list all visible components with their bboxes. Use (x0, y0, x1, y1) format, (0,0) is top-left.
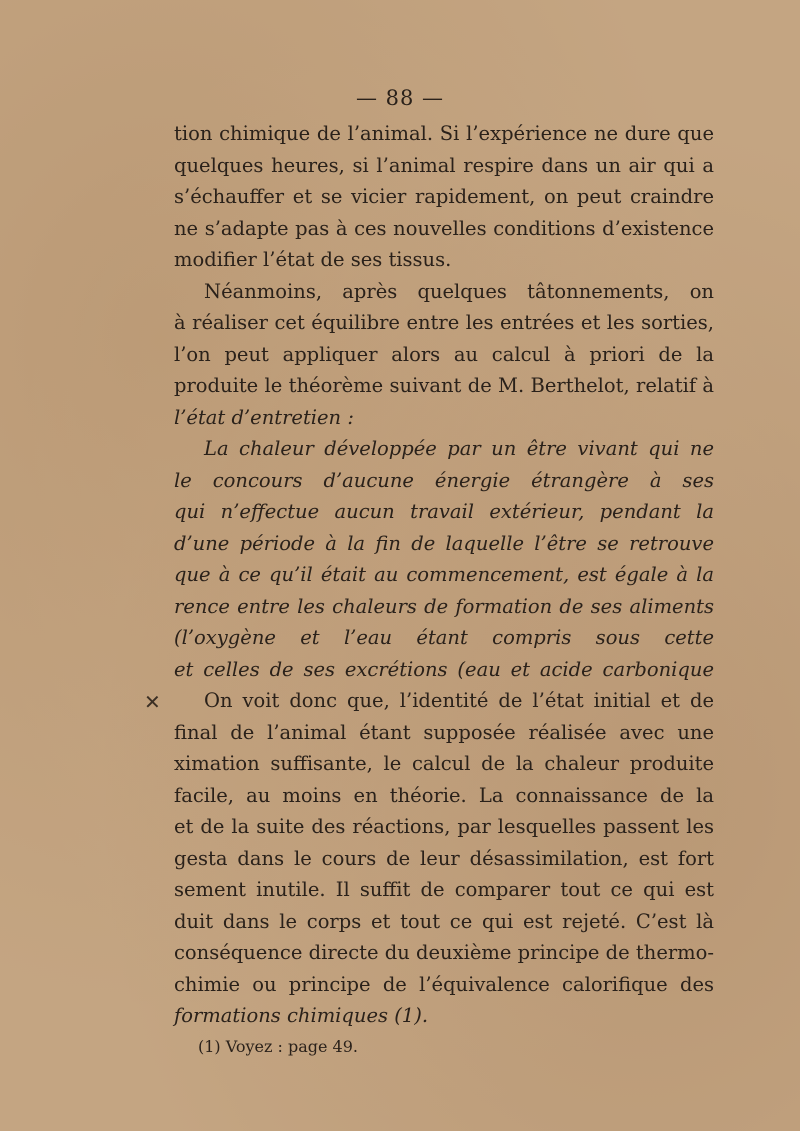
text-line: et celles de ses excrétions (eau et acide carbonique (174, 657, 714, 681)
text-line: formations chimiques (1). (174, 1004, 429, 1027)
text-line: modifier l’état de ses tissus. (174, 248, 452, 271)
text-line: l’état d’entretien : (174, 405, 354, 429)
text-line: chimie ou principe de l’équivalence calorifique des (174, 972, 714, 996)
text-line: La chaleur développée par un être vivant qui ne (204, 437, 714, 460)
text-line: Néanmoins, après quelques tâtonnements, on (204, 279, 714, 303)
text-line: et de la suite des réactions, par lesquelles passent les (174, 815, 714, 838)
margin-mark: ✕ (144, 690, 161, 714)
body-text (174, 118, 714, 1060)
text-line: que à ce qu’il était au commencement, est égale à la (174, 563, 714, 586)
footnote: (1) Voyez : page 49. (198, 1036, 358, 1056)
text-lines (174, 118, 714, 1032)
text-line: duit dans le corps et tout ce qui est rejeté. C’est là (174, 909, 714, 933)
text-line: tion chimique de l’animal. Si l’expérience ne dure que (174, 122, 714, 145)
text-line: (l’oxygène et l’eau étant compris sous cette (174, 626, 714, 649)
text-line: qui n’effectue aucun travail extérieur, pendant la (174, 500, 714, 523)
text-line: gesta dans le cours de leur désassimilation, est fort (174, 846, 714, 870)
text-line: à réaliser cet équilibre entre les entrées et les sorties, (174, 311, 714, 334)
text-line: ne s’adapte pas à ces nouvelles conditions d’existence (174, 216, 714, 240)
text-line: sement inutile. Il suffit de comparer tout ce qui est (174, 878, 714, 901)
text-line: facile, au moins en théorie. La connaissance de la (174, 783, 714, 807)
text-line: produite le théorème suivant de M. Berthelot, relatif à (174, 374, 714, 397)
text-line: rence entre les chaleurs de formation de ses aliments (174, 594, 714, 618)
text-line: On voit donc que, l’identité de l’état initial et de (204, 689, 714, 712)
text-line: d’une période à la fin de laquelle l’être se retrouve (174, 531, 714, 555)
text-line: s’échauffer et se vicier rapidement, on peut craindre (174, 185, 714, 208)
text-line: le concours d’aucune énergie étrangère à ses (174, 468, 714, 492)
text-line: conséquence directe du deuxième principe de thermo- (174, 941, 714, 964)
text-line: final de l’animal étant supposée réalisée avec une (174, 720, 714, 744)
page-number: — 88 — (355, 86, 445, 110)
text-line: ximation suffisante, le calcul de la chaleur produite (174, 752, 714, 775)
text-line: quelques heures, si l’animal respire dans un air qui a (174, 153, 714, 177)
text-line: l’on peut appliquer alors au calcul à priori de la (174, 342, 714, 366)
